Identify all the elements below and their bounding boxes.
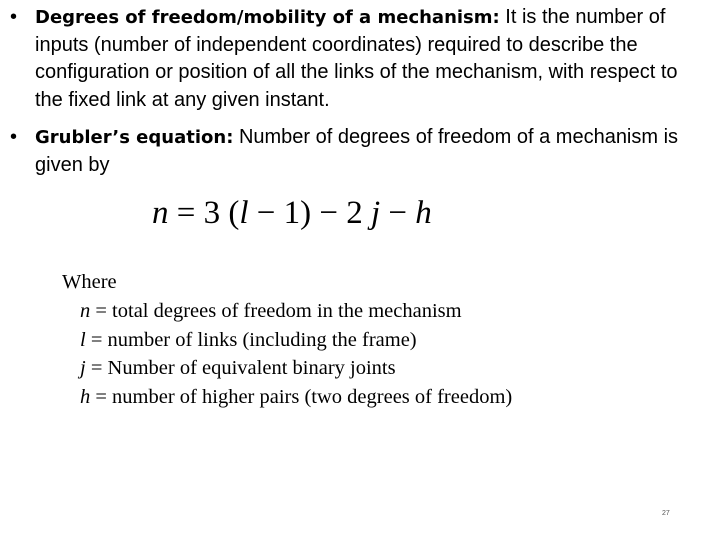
where-label: Where (62, 271, 117, 293)
term-degrees-of-freedom: Degrees of freedom/mobility of a mechanism: (35, 7, 500, 28)
bullet-body (35, 124, 710, 179)
symbol: n (80, 300, 91, 322)
eq-var-l: l (239, 195, 249, 231)
definition-h (80, 383, 512, 412)
meaning: = total degrees of freedom in the mechanism (90, 300, 462, 322)
eq-var-n: n (152, 195, 169, 231)
meaning: = number of links (including the frame) (85, 328, 417, 351)
term-grubler-equation: Grubler’s equation: (35, 127, 234, 148)
eq-part: − (380, 195, 416, 231)
eq-var-h: h (415, 195, 432, 231)
eq-var-j: j (371, 195, 381, 231)
variable-definitions (80, 297, 512, 411)
meaning: = number of higher pairs (two degrees of freedom) (90, 385, 513, 408)
definition-text: It is the number of inputs (number of independent coordinates) required to describe the configuration or position of all the links of the mechanism, with respect to the fixed link at any given instant. (35, 6, 678, 111)
symbol: h (80, 385, 91, 408)
bullet-degrees-of-freedom (10, 4, 710, 114)
grubler-equation (152, 190, 432, 236)
bullet-grubler-equation (10, 124, 710, 179)
bullet-body (35, 4, 710, 114)
bullet-marker: • (10, 6, 18, 28)
eq-part: − 1) − 2 (248, 195, 371, 231)
page-number: 27 (662, 510, 670, 517)
bullet-marker: • (10, 126, 18, 148)
eq-part: = 3 ( (168, 195, 240, 231)
meaning: = Number of equivalent binary joints (85, 357, 396, 379)
symbol: l (80, 328, 86, 351)
definition-j (80, 354, 512, 383)
definition-text: Number of degrees of freedom of a mechanism is given by (35, 126, 679, 176)
definition-n (80, 297, 512, 326)
definition-l (80, 326, 512, 355)
symbol: j (80, 357, 86, 379)
